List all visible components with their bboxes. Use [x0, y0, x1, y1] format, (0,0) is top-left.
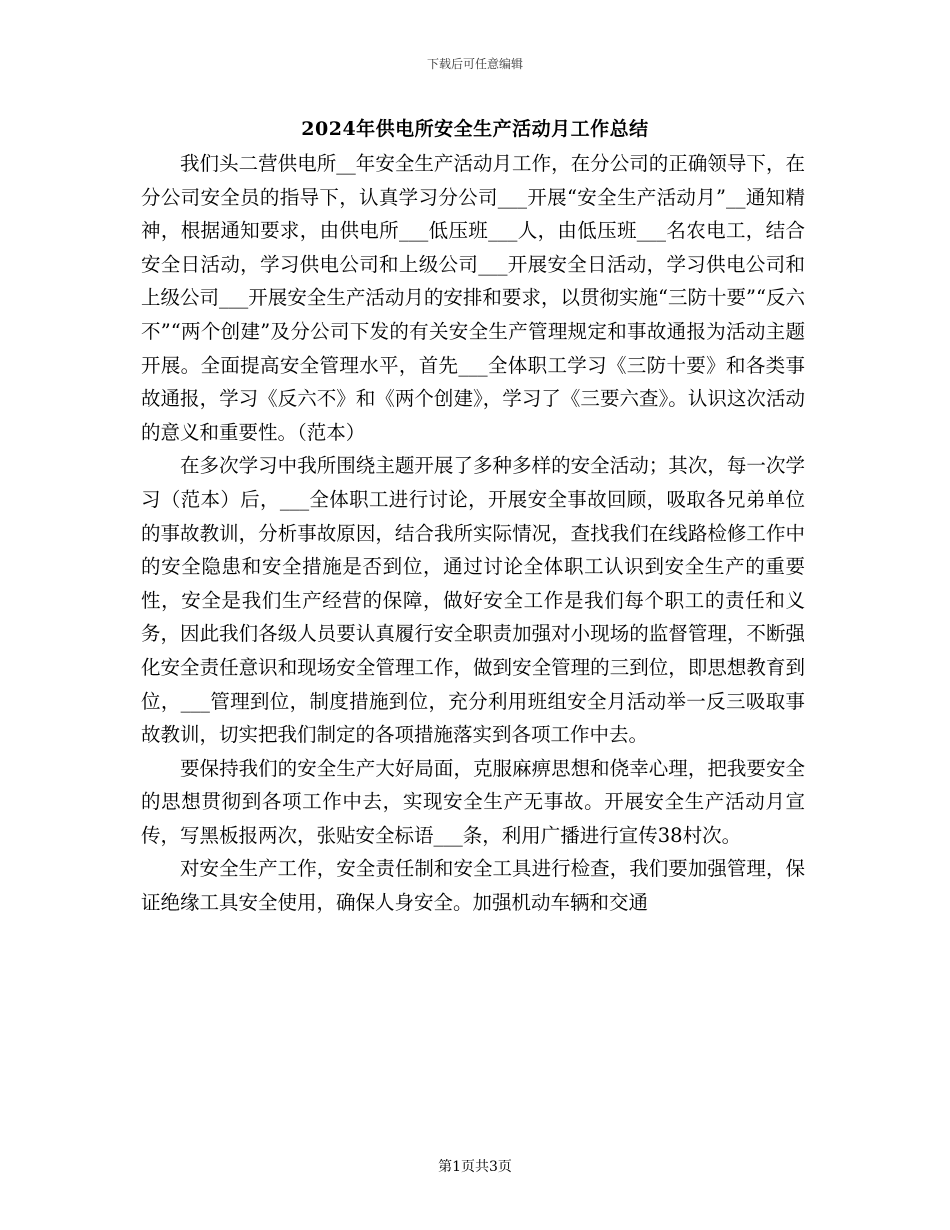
paragraph-1: 我们头二营供电所__年安全生产活动月工作，在分公司的正确领导下，在分公司安全员的指导下，认真学习分公司___开展“安全生产活动月”__通知精神，根据通知要求，由供电所___低压班___人，由低压班___名农电工，结合安全日活动，学习供电公司和上级公司___开展安全日活动，学习供电公司和上级公司___开展安全生产活动月的安排和要求，以贯彻实施“三防十要”“反六不”“两个创建”及分公司下发的有关安全生产管理规定和事故通报为活动主题开展。全面提高安全管理水平，首先___全体职工学习《三防十要》和各类事故通报，学习《反六不》和《两个创建》，学习了《三要六查》。认识这次活动的意义和重要性。（范本） [141, 152, 805, 444]
document-title: 2024年供电所安全生产活动月工作总结 [301, 118, 649, 140]
page-number: 第1页共3页 [438, 1159, 512, 1175]
paragraph-4: 对安全生产工作，安全责任制和安全工具进行检查，我们要加强管理，保证绝缘工具安全使用，确保人身安全。加强机动车辆和交通 [141, 857, 805, 915]
paragraph-3: 要保持我们的安全生产大好局面，克服麻痹思想和侥幸心理，把我要安全的思想贯彻到各项工作中去，实现安全生产无事故。开展安全生产活动月宣传，写黑板报两次，张贴安全标语___条，利用广播进行宣传38村次。 [141, 756, 805, 847]
header-note: 下载后可任意编辑 [426, 57, 523, 71]
paragraph-2: 在多次学习中我所围绕主题开展了多种多样的安全活动；其次，每一次学习（范本）后，___全体职工进行讨论，开展安全事故回顾，吸取各兄弟单位的事故教训，分析事故原因，结合我所实际情况，查找我们在线路检修工作中的安全隐患和安全措施是否到位，通过讨论全体职工认识到安全生产的重要性，安全是我们生产经营的保障，做好安全工作是我们每个职工的责任和义务，因此我们各级人员要认真履行安全职责加强对小现场的监督管理，不断强化安全责任意识和现场安全管理工作，做到安全管理的三到位，即思想教育到位，___管理到位，制度措施到位，充分利用班组安全月活动举一反三吸取事故教训，切实把我们制定的各项措施落实到各项工作中去。 [141, 454, 805, 747]
document-body [141, 147, 805, 920]
